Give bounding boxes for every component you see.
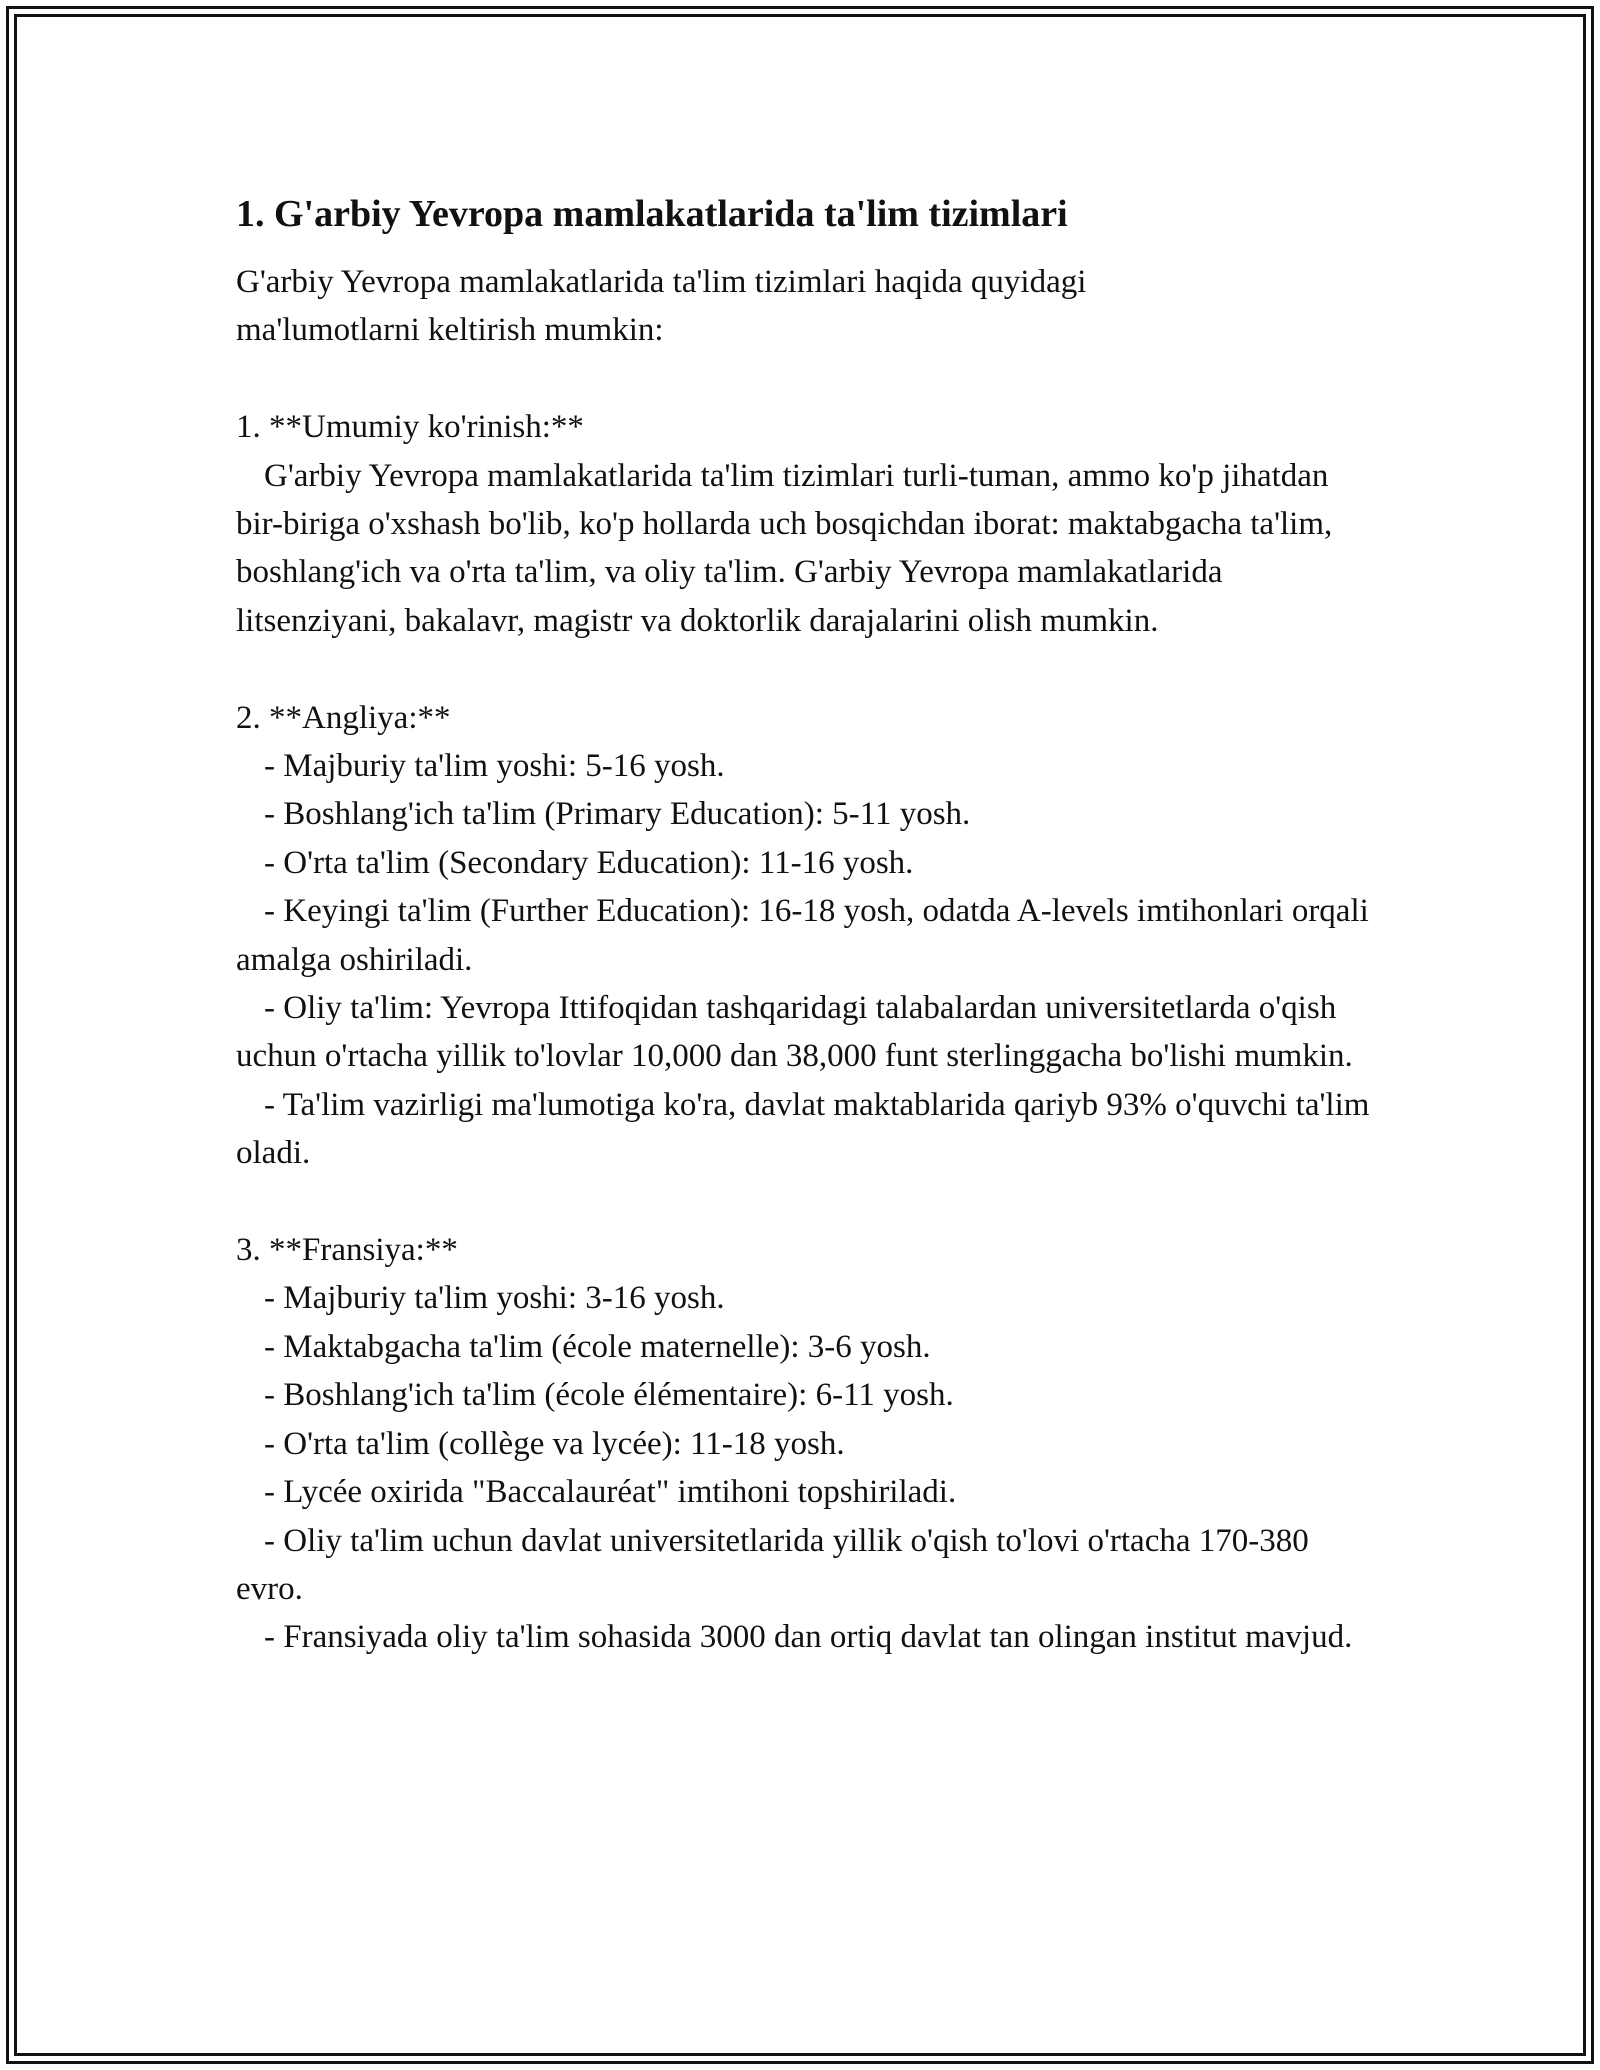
list-item: - Oliy ta'lim uchun davlat universitetlarida yillik o'qish to'lovi o'rtacha 170-380 evro.	[236, 1522, 1317, 1607]
list-item: - Majburiy ta'lim yoshi: 3-16 yosh.	[264, 1280, 725, 1317]
list-item: - Fransiyada oliy ta'lim sohasida 3000 dan ortiq davlat tan olingan institut mavjud.	[264, 1619, 1353, 1656]
section-overview	[236, 403, 1376, 645]
section-paragraph: G'arbiy Yevropa mamlakatlarida ta'lim tizimlari turli-tuman, ammo ko'p jihatdan bir-biriga o'xshash bo'lib, ko'p hollarda uch bosqichdan iborat: maktabgacha ta'lim, boshlang'ich va o'rta ta'lim, va oliy ta'lim. G'arbiy Yevropa mamlakatlarida litsenziyani, bakalavr, magistr va doktorlik darajalarini olish mumkin.	[236, 457, 1341, 639]
section-heading: 1. **Umumiy ko'rinish:**	[236, 409, 584, 446]
section-heading: 3. **Fransiya:**	[236, 1232, 458, 1269]
section-france	[236, 1226, 1376, 1662]
list-item: - Oliy ta'lim: Yevropa Ittifoqidan tashqaridagi talabalardan universitetlarda o'qish uchun o'rtacha yillik to'lovlar 10,000 dan 38,000 funt sterlinggacha bo'lishi mumkin.	[236, 990, 1353, 1075]
section-england	[236, 694, 1376, 1178]
intro-paragraph: G'arbiy Yevropa mamlakatlarida ta'lim tizimlari haqida quyidagi ma'lumotlarni keltirish mumkin:	[236, 264, 1087, 349]
document-title: 1. G'arbiy Yevropa mamlakatlarida ta'lim tizimlari	[236, 193, 1068, 235]
list-item: - Keyingi ta'lim (Further Education): 16-18 yosh, odatda A-levels imtihonlari orqali amalga oshiriladi.	[236, 893, 1378, 978]
list-item: - O'rta ta'lim (collège va lycée): 11-18 yosh.	[264, 1425, 845, 1462]
document-body	[236, 188, 1376, 1662]
list-item: - Lycée oxirida "Baccalauréat" imtihoni topshiriladi.	[264, 1474, 957, 1511]
list-item: - O'rta ta'lim (Secondary Education): 11-16 yosh.	[264, 844, 914, 881]
section-heading: 2. **Angliya:**	[236, 699, 451, 736]
list-item: - Boshlang'ich ta'lim (Primary Education): 5-11 yosh.	[264, 796, 971, 833]
list-item: - Maktabgacha ta'lim (école maternelle): 3-6 yosh.	[264, 1328, 931, 1365]
list-item: - Boshlang'ich ta'lim (école élémentaire): 6-11 yosh.	[264, 1377, 954, 1414]
list-item: - Majburiy ta'lim yoshi: 5-16 yosh.	[264, 748, 725, 785]
list-item: - Ta'lim vazirligi ma'lumotiga ko'ra, davlat maktablarida qariyb 93% o'quvchi ta'lim oladi.	[236, 1086, 1378, 1172]
